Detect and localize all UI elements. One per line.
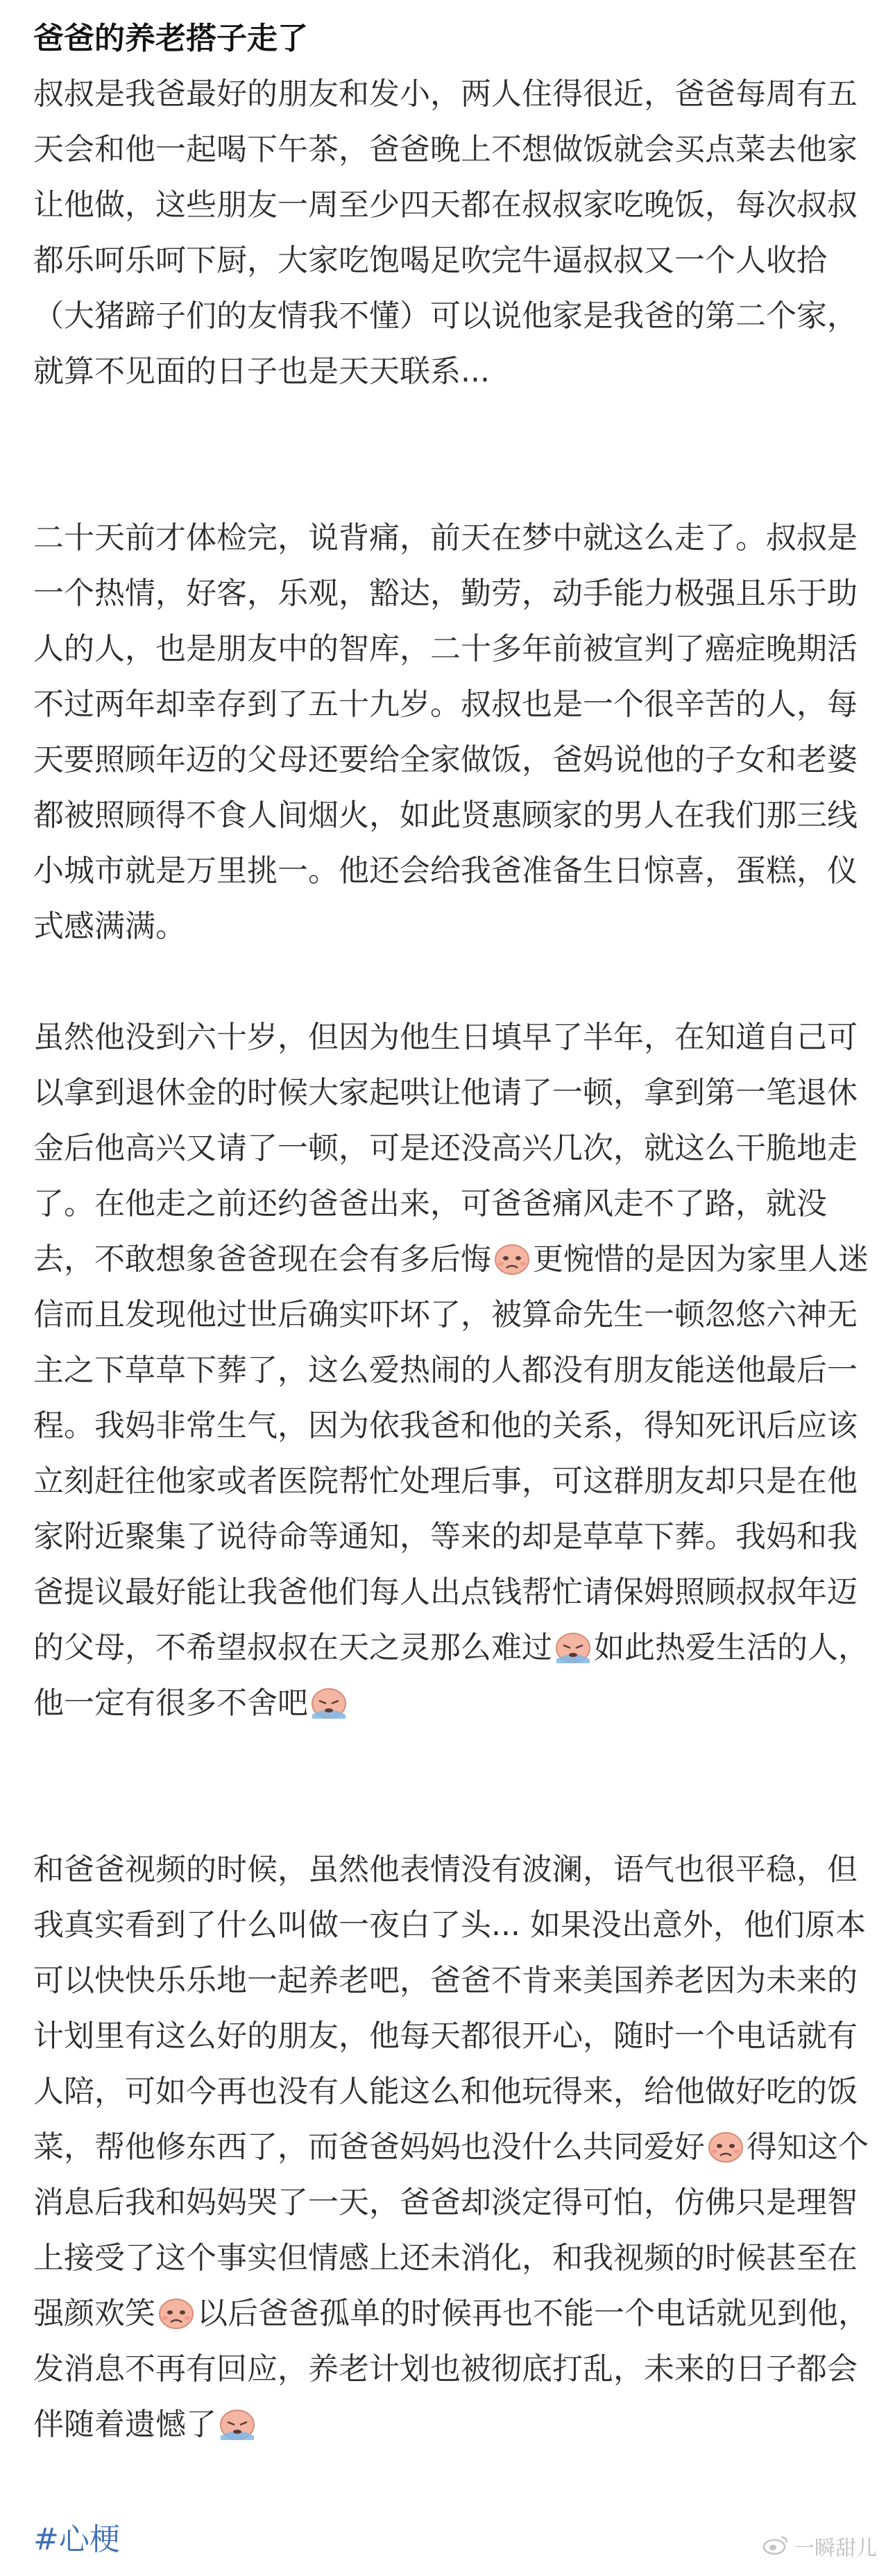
paragraph-4-text-c: 以后爸爸孤单的时候再也不能一个电话就见到他，发消息不再有回应，养老计划也被彻底打乱，未来的日子都会伴随着遗憾了: [33, 2296, 869, 2442]
paragraph-2-text: 二十天前才体检完，说背痛，前天在梦中就这么走了。叔叔是一个热情，好客，乐观，豁达，勤劳，动手能力极强且乐于助人的人，也是朋友中的智库，二十多年前被宣判了癌症晚期活不过两年却幸存到了五十九岁。叔叔也是一个很辛苦的人，每天要照顾年迈的父母还要给全家做饭，爸妈说他的子女和老婆都被照顾得不食人间烟火，如此贤惠顾家的男人在我们那三线小城市就是万里挑一。他还会给我爸准备生日惊喜，蛋糕，仪式感满满。: [33, 520, 858, 944]
weibo-logo-icon: [762, 2532, 790, 2566]
watermark: [762, 2532, 877, 2566]
paragraph-2: [33, 510, 873, 954]
crying-emoji-icon: [554, 1629, 593, 1665]
post-title: 爸爸的养老搭子走了: [33, 21, 308, 56]
paragraph-4: [33, 1842, 873, 2453]
paragraph-3-text-b: 更惋惜的是因为家里人迷信而且发现他过世后确实吓坏了，被算命先生一顿忽悠六神无主之下草草下葬了，这么爱热闹的人都没有朋友能送他最后一程。我妈非常生气，因为依我爸和他的关系，得知死讯后应该立刻赶往他家或者医院帮忙处理后事，可这群朋友却只是在他家附近聚集了说待命等通知，等来的却是草草下葬。我妈和我爸提议最好能让我爸他们每人出点钱帮忙请保姆照顾叔叔年迈的父母，不希望叔叔在天之灵那么难过: [33, 1242, 869, 1665]
sad-face-emoji-icon: [706, 2128, 745, 2164]
watermark-author: 一瞬甜儿: [794, 2536, 877, 2561]
hashtag-link[interactable]: #心梗: [33, 2522, 120, 2557]
crying-emoji-icon: [309, 1684, 348, 1720]
paragraph-3-text-a: 虽然他没到六十岁，但因为他生日填早了半年，在知道自己可以拿到退休金的时候大家起哄让他请了一顿，拿到第一笔退休金后他高兴又请了一顿，可是还没高兴几次，就这么干脆地走了。在他走之前还约爸爸出来，可爸爸痛风走不了路，就没去，不敢想象爸爸现在会有多后悔: [33, 1020, 858, 1277]
paragraph-3-text-c: 如此热爱生活的人，他一定有很多不舍吧: [33, 1630, 869, 1721]
paragraph-4-text-a: 和爸爸视频的时候，虽然他表情没有波澜，语气也很平稳，但我真实看到了什么叫做一夜白了头... 如果没出意外，他们原本可以快快乐乐地一起养老吧，爸爸不肯来美国养老因为未来的计划里有这么好的朋友，他每天都很开心，随时一个电话就有人陪，可如今再也没有人能这么和他玩得来，给他做好吃的饭菜，帮他修东西了，而爸爸妈妈也没什么共同爱好: [33, 1852, 866, 2165]
paragraph-1: [33, 67, 873, 400]
paragraph-1-text: 叔叔是我爸最好的朋友和发小，两人住得很近，爸爸每周有五天会和他一起喝下午茶，爸爸晚上不想做饭就会买点菜去他家让他做，这些朋友一周至少四天都在叔叔家吃晚饭，每次叔叔都乐呵乐呵下厨，大家吃饱喝足吹完牛逼叔叔又一个人收拾（大猪蹄子们的友情我不懂）可以说他家是我爸的第二个家，就算不见面的日子也是天天联系...: [33, 76, 858, 389]
sad-face-emoji-icon: [157, 2294, 196, 2330]
sad-face-emoji-icon: [493, 1240, 531, 1276]
paragraph-4-text-b: 得知这个消息后我和妈妈哭了一天，爸爸却淡定得可怕，仿佛只是理智上接受了这个事实但情感上还未消化，和我视频的时候甚至在强颜欢笑: [33, 2129, 869, 2331]
crying-emoji-icon: [218, 2405, 257, 2441]
paragraph-3: [33, 1010, 873, 1731]
